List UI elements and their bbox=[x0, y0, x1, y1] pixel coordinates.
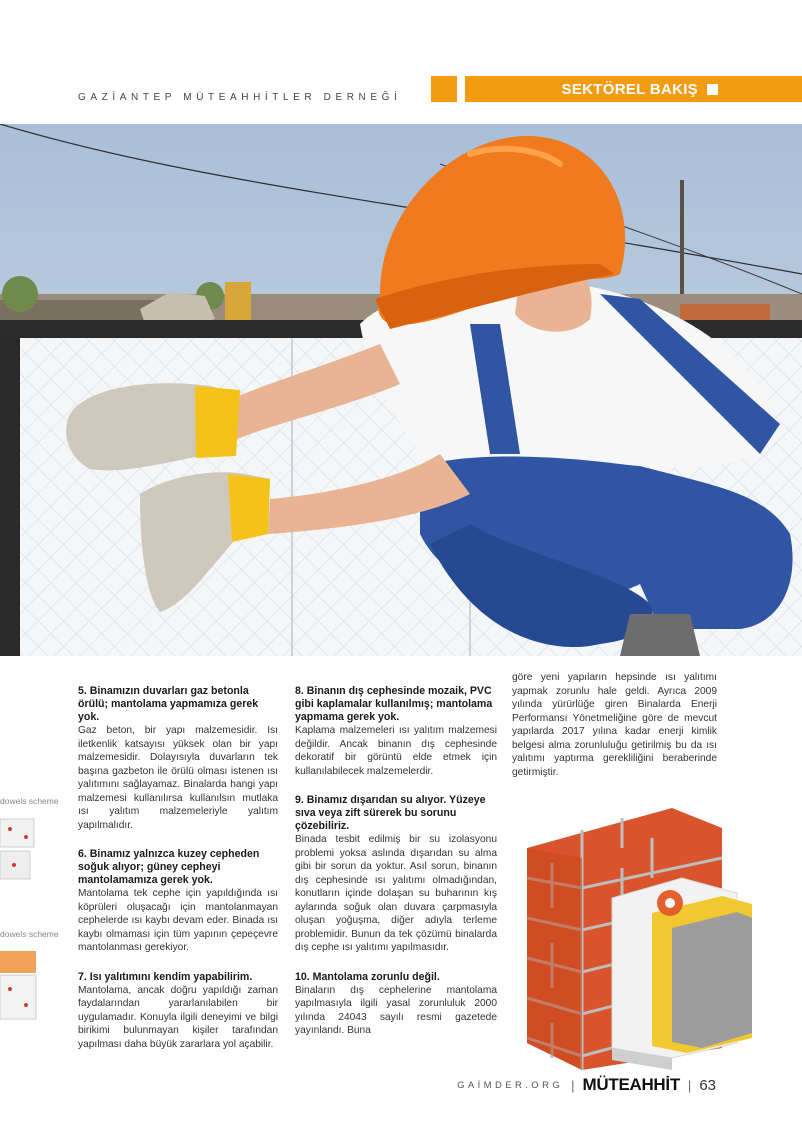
hero-photo bbox=[0, 124, 802, 656]
insulation-layers-illustration bbox=[522, 808, 752, 1070]
side-label-dowels-1: dowels scheme bbox=[0, 796, 59, 806]
section-7-body: Mantolama, ancak doğru yapıldığı zaman faydalarından yararlanılabilen bir uygulamadır. Konuyla ilgili deneyimi ve bilgi birikimi bulunmayan kişiler tarafından yapılması daha büyük zararlara yol açabilir. bbox=[78, 984, 278, 1050]
side-illustration-blocks-2 bbox=[0, 945, 40, 1025]
article-column-2 bbox=[295, 685, 497, 1054]
section-10-continued: göre yeni yapıların hepsinde ısı yalıtımı yapmak zorunlu hale geldi. Ayrıca 2009 yılında yürürlüğe giren Binalarda Enerji Performansı Yönetmeliğine göre de mevcut yapılarda 2017 yılına kadar enerji kimlik belgesi alma zorunluluğu getirilmiş bu da ısı yalıtımı yaptırma gerekliliğini beraberinde getirmiştir. bbox=[512, 672, 717, 778]
side-label-dowels-2: dowels scheme bbox=[0, 929, 59, 939]
brick-wall-insulation-graphic bbox=[522, 808, 752, 1070]
section-7-title: 7. Isı yalıtımını kendim yapabilirim. bbox=[78, 970, 253, 983]
section-5-title: 5. Binamızın duvarları gaz betonla örülü; mantolama yapmamıza gerek yok. bbox=[78, 685, 259, 723]
footer-separator-2: | bbox=[687, 1077, 692, 1093]
footer-website: GAİMDER.ORG bbox=[457, 1079, 564, 1091]
article-column-1 bbox=[78, 685, 278, 1067]
header-accent-square bbox=[431, 76, 457, 102]
worker-insulation-illustration bbox=[0, 124, 802, 656]
footer-brand-logo: MÜTEAHHİT bbox=[582, 1075, 680, 1094]
section-8-title: 8. Binanın dış cephesinde mozaik, PVC gibi kaplamalar kullanılmış; mantolama yapmama gerek yok. bbox=[295, 685, 493, 723]
section-9-body: Binada tesbit edilmiş bir su izolasyonu problemi yoksa aslında dışarıdan su alma gibi bir sorun da yoktur. Asıl sorun, binanın dış cephesinde ısı yalıtımı olmadığından, konutların içinde dolaşan su buharının kış aylarında soğuk olan duvara çarpmasıyla oluşan yoğuşma, diğer adıyla terleme problemidir. Bunun da tek çözümü binalarda dış cephe ısı yalıtımı yapılmasıdır. bbox=[295, 834, 497, 953]
section-square-icon bbox=[707, 84, 718, 95]
header-organization: GAZİANTEP MÜTEAHHİTLER DERNEĞİ bbox=[78, 92, 402, 103]
section-title: SEKTÖREL BAKIŞ bbox=[561, 81, 698, 98]
section-8-body: Kaplama malzemeleri ısı yalıtım malzemesi değildir. Ancak binanın dış cephesinde dekoratif bir görüntü elde etmek için kullanılabilecek malzemelerdir. bbox=[295, 725, 497, 777]
section-10-body: Binaların dış cephelerine mantolama yapılmasıyla ilgili yasal zorunluluk 2000 yılında 24043 sayılı resmi gazetede yayınlandı. Buna bbox=[295, 984, 497, 1036]
section-10-title: 10. Mantolama zorunlu değil. bbox=[295, 970, 440, 983]
footer-separator: | bbox=[571, 1077, 575, 1093]
section-6-title: 6. Binamız yalnızca kuzey cepheden soğuk alıyor; güney cepheyi mantolamamıza gerek yok. bbox=[78, 848, 260, 886]
page-footer bbox=[457, 1075, 716, 1095]
dowel-block-graphic bbox=[0, 815, 40, 885]
page-number: 63 bbox=[699, 1076, 716, 1094]
section-banner bbox=[465, 76, 802, 102]
dowel-brick-graphic bbox=[0, 945, 40, 1025]
section-6-body: Mantolama tek cephe için yapıldığında ısı köprüleri oluşacağı için mantolanmayan cephelerde ısı kaybı devam eder. Binada ısı kaybı olmaması için tüm yapının çepeçevre mantolanması gerekiyor. bbox=[78, 888, 278, 953]
section-5-body: Gaz beton, bir yapı malzemesidir. Isı iletkenlik katsayısı yüksek olan bir yapı malzemesidir. Dolayısıyla duvarların tek başına gazbeton ile örülü olması istenen ısı yalıtımını sağlayamaz. Binalarda hangi yapı malzemesi kullanılırsa kullanılsın mutlaka ısı yalıtım malzemeleriyle yalıtım yapılmalıdır. bbox=[78, 725, 278, 831]
side-illustration-blocks-1 bbox=[0, 815, 40, 885]
article-column-3 bbox=[512, 671, 717, 795]
section-9-title: 9. Binamız dışarıdan su alıyor. Yüzeye sıva veya zift sürerek bu sorunu çözebiliriz. bbox=[295, 794, 486, 832]
